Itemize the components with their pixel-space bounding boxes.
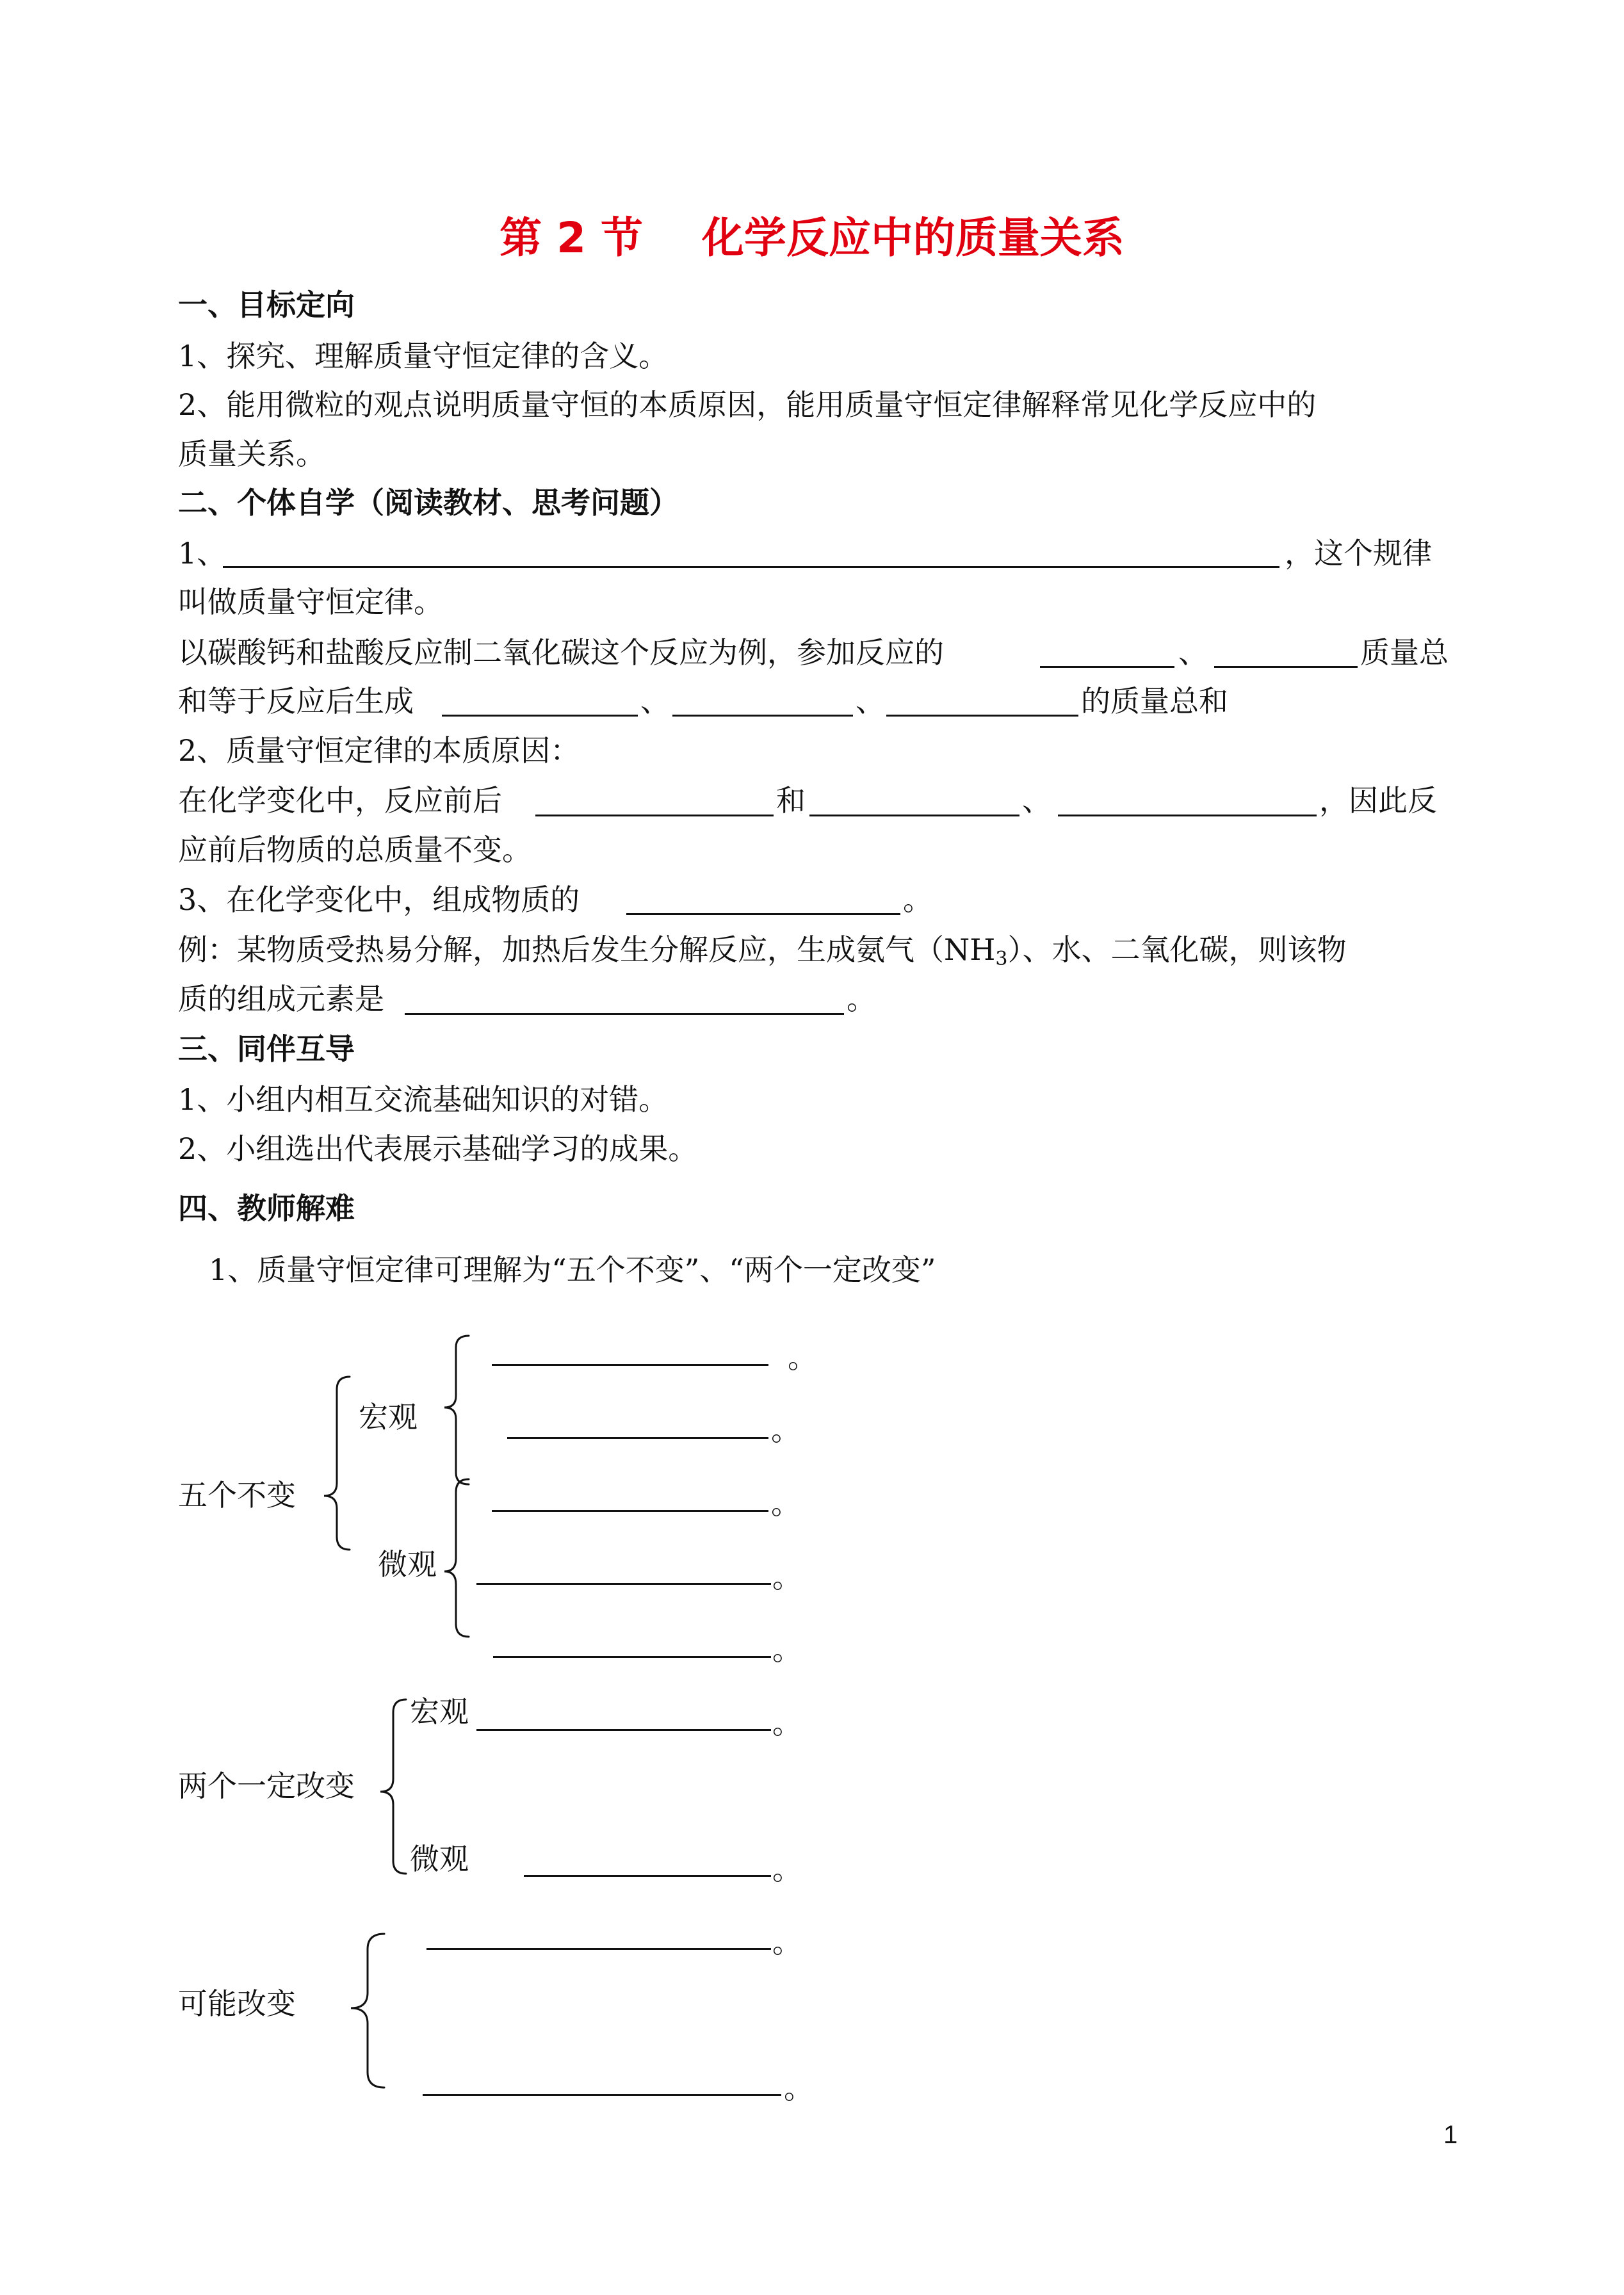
teacher-intro: 1、质量守恒定律可理解为“五个不变”、“两个一定改变” xyxy=(209,1253,936,1287)
period: 。 xyxy=(772,1560,802,1594)
label-hongguan: 宏观 xyxy=(359,1400,418,1434)
question-1-number: 1、 xyxy=(178,536,227,571)
question-2-tail: ，因此反 xyxy=(1319,783,1437,818)
period: 。 xyxy=(772,1706,802,1740)
question-1-line2: 叫做质量守恒定律。 xyxy=(178,585,443,619)
answer-blank-wuge-2[interactable] xyxy=(507,1437,768,1439)
period: 。 xyxy=(903,882,932,917)
answer-blank-wuge-1[interactable] xyxy=(492,1364,768,1366)
label-wuge-bubian: 五个不变 xyxy=(178,1478,296,1512)
answer-blank-keneng-1[interactable] xyxy=(426,1948,771,1950)
period: 。 xyxy=(772,1632,802,1667)
period: 。 xyxy=(771,1486,800,1521)
brace-keneng xyxy=(351,1934,384,2088)
section-heading-peer: 三、同伴互导 xyxy=(178,1032,355,1066)
period: 。 xyxy=(772,1852,802,1886)
period: 。 xyxy=(772,1925,802,1959)
question-2-text-b: 应前后物质的总质量不变。 xyxy=(178,832,532,867)
section-heading-teacher: 四、教师解难 xyxy=(178,1191,355,1226)
answer-blank-liangge-2[interactable] xyxy=(524,1875,771,1877)
question-1-tail: ，这个规律 xyxy=(1285,536,1432,571)
separator: 、 xyxy=(856,684,885,718)
section-heading-goals: 一、目标定向 xyxy=(178,288,355,322)
section-heading-self-study: 二、个体自学（阅读教材、思考问题） xyxy=(178,485,679,520)
answer-blank-keneng-2[interactable] xyxy=(423,2094,781,2096)
separator: 、 xyxy=(1178,635,1208,670)
page-number: 1 xyxy=(1443,2121,1458,2149)
period: 。 xyxy=(771,1413,800,1447)
peer-item-2: 2、小组选出代表展示基础学习的成果。 xyxy=(178,1131,698,1166)
label-weiguan: 微观 xyxy=(378,1547,437,1582)
question-3: 3、在化学变化中，组成物质的 xyxy=(178,882,580,917)
goal-item-2: 2、能用微粒的观点说明质量守恒的本质原因，能用质量守恒定律解释常见化学反应中的 xyxy=(178,387,1317,422)
example-text-c: 和等于反应后生成 xyxy=(178,684,414,718)
answer-blank-wuge-5[interactable] xyxy=(493,1656,771,1658)
example-text-d: 的质量总和 xyxy=(1081,684,1228,718)
peer-item-1: 1、小组内相互交流基础知识的对错。 xyxy=(178,1082,669,1117)
answer-blank-liangge-1[interactable] xyxy=(476,1729,771,1731)
label-hongguan: 宏观 xyxy=(410,1694,469,1729)
period: 。 xyxy=(784,2071,813,2105)
example-ammonia-a: 例：某物质受热易分解，加热后发生分解反应，生成氨气$(NH_3)$、水、二氧化碳，则该物 xyxy=(178,932,1347,970)
label-keneng-gaibian: 可能改变 xyxy=(178,1986,296,2021)
answer-blank-wuge-4[interactable] xyxy=(476,1583,771,1585)
label-weiguan: 微观 xyxy=(410,1842,469,1876)
answer-blank-wuge-3[interactable] xyxy=(492,1510,768,1512)
brace-wuge xyxy=(324,1377,350,1550)
example-text-b: 质量总 xyxy=(1360,635,1449,670)
period: 。 xyxy=(788,1340,817,1375)
period: 。 xyxy=(847,982,876,1016)
label-liangge-gaibian: 两个一定改变 xyxy=(178,1769,355,1803)
question-2-and: 和 xyxy=(776,783,806,818)
example-text-a: 以碳酸钙和盐酸反应制二氧化碳这个反应为例，参加反应的 xyxy=(178,635,944,670)
goal-item-2-cont: 质量关系。 xyxy=(178,437,325,471)
question-2: 2、质量守恒定律的本质原因： xyxy=(178,733,580,768)
brace-wuge-hongguan xyxy=(444,1336,469,1484)
example-ammonia-b: 质的组成元素是 xyxy=(178,982,384,1016)
goal-item-1: 1、探究、理解质量守恒定律的含义。 xyxy=(178,339,669,373)
separator: 、 xyxy=(1022,783,1052,818)
separator: 、 xyxy=(640,684,670,718)
page-title: 第 2 节 化学反应中的质量关系 xyxy=(499,213,1125,263)
question-2-text-a: 在化学变化中，反应前后 xyxy=(178,783,502,818)
brace-wuge-weiguan xyxy=(444,1479,469,1637)
brace-liangge xyxy=(380,1699,406,1874)
